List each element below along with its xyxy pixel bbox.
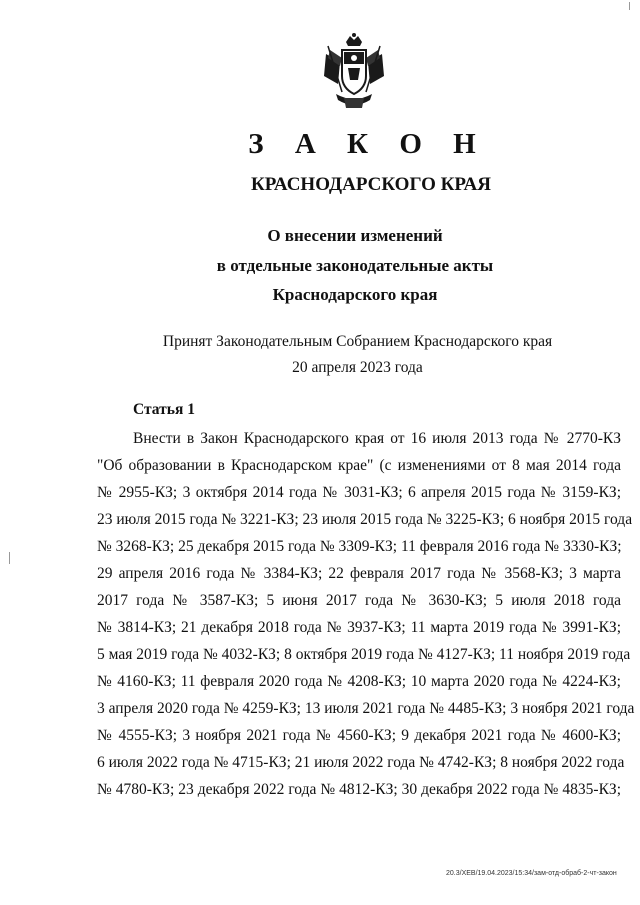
article-line: № 4555-КЗ; 3 ноября 2021 года № 4560-КЗ; 9 декабря 2021 года № 4600-КЗ; <box>97 727 621 744</box>
article-line: № 4160-КЗ; 11 февраля 2020 года № 4208-КЗ; 10 марта 2020 года № 4224-КЗ; <box>97 673 621 690</box>
article-line: № 2955-КЗ; 3 октября 2014 года № 3031-КЗ; 6 апреля 2015 года № 3159-КЗ; <box>97 484 621 501</box>
law-subtitle-line: Краснодарского края <box>272 285 438 304</box>
adoption-date: 20 апреля 2023 года <box>292 359 423 376</box>
adoption-statement: Принят Законодательным Собранием Краснодарского края <box>162 333 553 350</box>
scan-mark <box>629 2 630 10</box>
scan-mark <box>9 552 10 564</box>
law-subtitle-line: в отдельные законодательные акты <box>216 256 494 275</box>
article-line: Внести в Закон Краснодарского края от 16 июля 2013 года № 2770-КЗ <box>133 430 621 447</box>
article-body <box>97 425 635 803</box>
coat-of-arms-icon <box>318 32 390 112</box>
article-line: 6 июля 2022 года № 4715-КЗ; 21 июля 2022 года № 4742-КЗ; 8 ноября 2022 года <box>97 754 625 771</box>
article-heading: Статья 1 <box>133 401 195 418</box>
article-line: № 3814-КЗ; 21 декабря 2018 года № 3937-КЗ; 11 марта 2019 года № 3991-КЗ; <box>97 619 621 636</box>
article-line: "Об образовании в Краснодарском крае" (с изменениями от 8 мая 2014 года <box>97 457 621 474</box>
article-line: № 4780-КЗ; 23 декабря 2022 года № 4812-КЗ; 30 декабря 2022 года № 4835-КЗ; <box>97 781 621 798</box>
article-line: № 3268-КЗ; 25 декабря 2015 года № 3309-КЗ; 11 февраля 2016 года № 3330-КЗ; <box>97 538 622 555</box>
article-line: 3 апреля 2020 года № 4259-КЗ; 13 июля 2021 года № 4485-КЗ; 3 ноября 2021 года <box>97 700 635 717</box>
article-line: 29 апреля 2016 года № 3384-КЗ; 22 февраля 2017 года № 3568-КЗ; 3 марта <box>97 565 621 582</box>
article-line: 23 июля 2015 года № 3221-КЗ; 23 июля 2015 года № 3225-КЗ; 6 ноября 2015 года <box>97 511 633 528</box>
document-footer-code: 20.3/ХЕВ/19.04.2023/15:34/зам-отд-обраб-2-чт-закон <box>446 870 617 877</box>
article-line: 5 мая 2019 года № 4032-КЗ; 8 октября 2019 года № 4127-КЗ; 11 ноября 2019 года <box>97 646 631 663</box>
article-line: 2017 года № 3587-КЗ; 5 июня 2017 года № 3630-КЗ; 5 июля 2018 года <box>97 592 621 609</box>
law-title: З А К О Н <box>248 128 488 160</box>
law-subtitle-line: О внесении изменений <box>267 226 443 245</box>
law-region: КРАСНОДАРСКОГО КРАЯ <box>250 174 492 195</box>
